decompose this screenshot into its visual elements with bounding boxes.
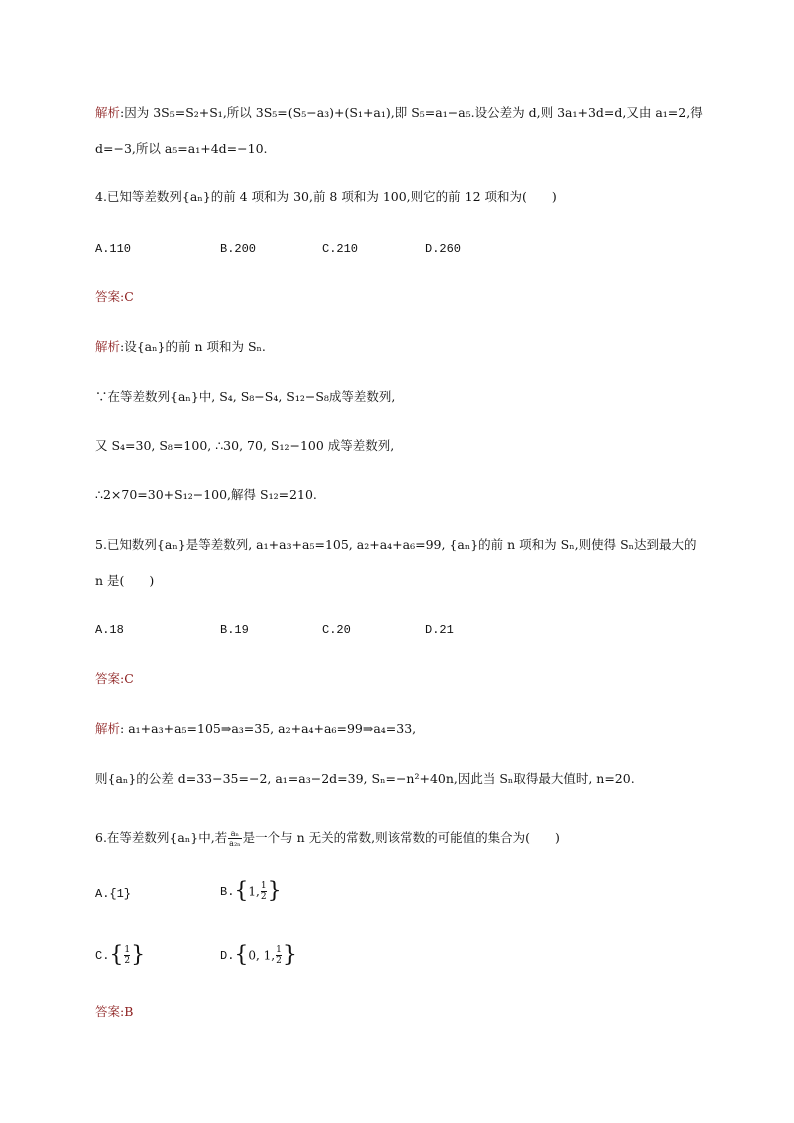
q5-solution-2: 则{aₙ}的公差 d=33−35=−2, a₁=a₃−2d=39, Sₙ=−n²+40n,因此当 Sₙ取得最大值时, n=20. bbox=[95, 771, 635, 786]
q6-answer: 答案:B bbox=[95, 1004, 134, 1019]
solution-line-1-text: 解析:因为 3S₅=S₂+S₁,所以 3S₅=(S₅−a₃)+(S₁+a₁),即 S₅=a₁−a₅.设公差为 d,则 3a₁+3d=d,又由 a₁=2,得 bbox=[95, 105, 703, 120]
q6-option-b: B.{1, $\frac{1}{2}$ } bbox=[220, 878, 282, 904]
half-fraction-b: $\frac{1}{2}$ bbox=[260, 881, 267, 902]
q5-option-d: D.21 bbox=[425, 623, 454, 637]
question-6: 6.在等差数列{aₙ}中,若 $\frac{\text{aₙ}}{\text{a₂ₙ}}$ 是一个与 n 无关的常数,则该常数的可能值的集合为( ) bbox=[95, 829, 560, 848]
q4-answer: 答案:C bbox=[95, 289, 134, 304]
half-fraction-c: $\frac{1}{2}$ bbox=[124, 945, 131, 966]
q6-option-c: C.{ $\frac{1}{2}$ } bbox=[95, 942, 146, 968]
q4-solution-4: ∴2×70=30+S₁₂−100,解得 S₁₂=210. bbox=[95, 487, 317, 502]
q5-solution-1: 解析: a₁+a₃+a₅=105⇒a₃=35, a₂+a₄+a₆=99⇒a₄=33, bbox=[95, 721, 417, 736]
q4-option-a: A.110 bbox=[95, 242, 132, 256]
q4-solution-2: ∵在等差数列{aₙ}中, S₄, S₈−S₄, S₁₂−S₈成等差数列, bbox=[95, 389, 396, 404]
question-5-line-1: 5.已知数列{aₙ}是等差数列, a₁+a₃+a₅=105, a₂+a₄+a₆=99, {aₙ}的前 n 项和为 Sₙ,则使得 Sₙ达到最大的 bbox=[95, 537, 697, 552]
q6-option-d: D.{0, 1, $\frac{1}{2}$ } bbox=[220, 942, 297, 968]
q6-option-a: A.{1} bbox=[95, 887, 132, 901]
q6-fraction: $\frac{\text{aₙ}}{\text{a₂ₙ}}$ bbox=[229, 829, 241, 848]
q4-option-d: D.260 bbox=[425, 242, 462, 256]
q5-answer: 答案:C bbox=[95, 671, 134, 686]
question-4: 4.已知等差数列{aₙ}的前 4 项和为 30,前 8 项和为 100,则它的前 12 项和为( ) bbox=[95, 189, 557, 204]
solution-line-2: d=−3,所以 a₅=a₁+4d=−10. bbox=[95, 141, 268, 156]
q4-option-b: B.200 bbox=[220, 242, 257, 256]
q5-option-c: C.20 bbox=[322, 623, 351, 637]
half-fraction-d: $\frac{1}{2}$ bbox=[276, 945, 282, 966]
q5-option-b: B.19 bbox=[220, 623, 249, 637]
q4-option-c: C.210 bbox=[322, 242, 359, 256]
question-5-line-2: n 是( ) bbox=[95, 573, 155, 588]
q4-solution-3: 又 S₄=30, S₈=100, ∴30, 70, S₁₂−100 成等差数列, bbox=[95, 438, 395, 453]
q5-option-a: A.18 bbox=[95, 623, 124, 637]
q4-solution-1: 解析:设{aₙ}的前 n 项和为 Sₙ. bbox=[95, 339, 266, 354]
